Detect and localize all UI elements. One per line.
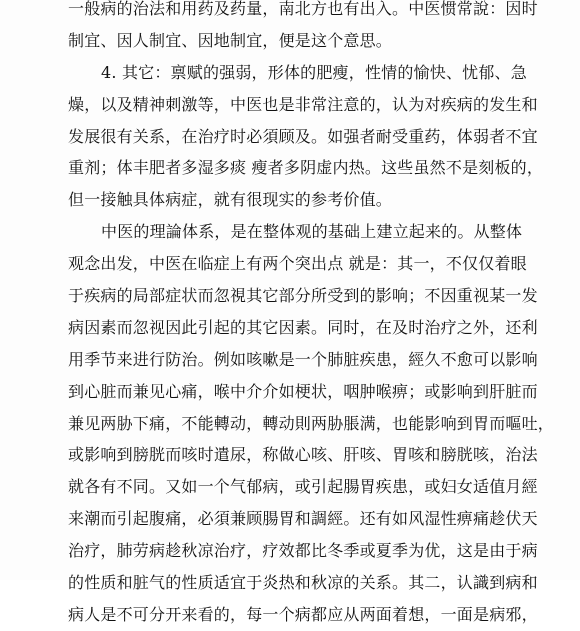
text-line: 到心脏而兼见心痛，喉中介介如梗状，咽肿喉痹；或影响到肝脏而 [68, 381, 538, 401]
text-line: 就各有不同。又如一个气郁病，或引起腸胃疾患，或妇女适值月經 [68, 477, 538, 497]
text-line: 病因素而忽视因此引起的其它因素。同时，在及时治疗之外，还利 [68, 317, 538, 337]
text-line: 兼见两胁下痛，不能轉动，轉动則两胁脹满，也能影响到胃而嘔吐， [68, 413, 555, 433]
text-line: 治疗，肺劳病趁秋凉治疗，疗效都比冬季或夏季为优，这是由于病 [68, 541, 538, 561]
text-line: 用季节来进行防治。例如咳嗽是一个肺脏疾患，經久不愈可以影响 [68, 349, 538, 369]
text-line: 燥，以及精神刺激等，中医也是非常注意的，认为对疾病的发生和 [68, 94, 538, 114]
document-body [68, 0, 555, 631]
text-line: 的性质和脏气的性质适宜于炎热和秋凉的关系。其二，认識到病和 [68, 573, 538, 593]
text-line: 重剂；体丰肥者多湿多痰 瘦者多阴虚内热。这些虽然不是刻板的， [68, 158, 544, 178]
text-line: 中医的理論体系，是在整体观的基础上建立起来的。从整体 [101, 222, 523, 242]
text-line: 来潮而引起腹痛，必須兼顾腸胃和調經。还有如风湿性痹痛趁伏天 [68, 509, 538, 529]
text-line: 制宜、因人制宜、因地制宜，便是这个意思。 [68, 30, 393, 50]
text-line: 一般病的治法和用药及药量，南北方也有出入。中医惯常說：因时 [68, 0, 538, 18]
text-line: 于疾病的局部症状而忽視其它部分所受到的影响；不因重视某一发 [68, 286, 538, 306]
text-line: 4. 其它：禀赋的强弱，形体的肥瘦，性情的愉快、忧郁、急 [101, 62, 527, 82]
text-line: 但一接触具体病症，就有很现实的参考价值。 [68, 190, 393, 210]
text-line: 或影响到膀胱而咳时遣尿，称做心咳、肝咳、胃咳和膀胱咳，治法 [68, 445, 538, 465]
text-line: 病人是不可分开来看的，每一个病都应从两面着想，一面是病邪， [68, 604, 538, 624]
text-line: 发展很有关系，在治疗时必須顾及。如强者耐受重药，体弱者不宜 [68, 126, 538, 146]
text-line: 观念出发，中医在临症上有两个突出点 就是：其一，不仅仅着眼 [68, 254, 527, 274]
